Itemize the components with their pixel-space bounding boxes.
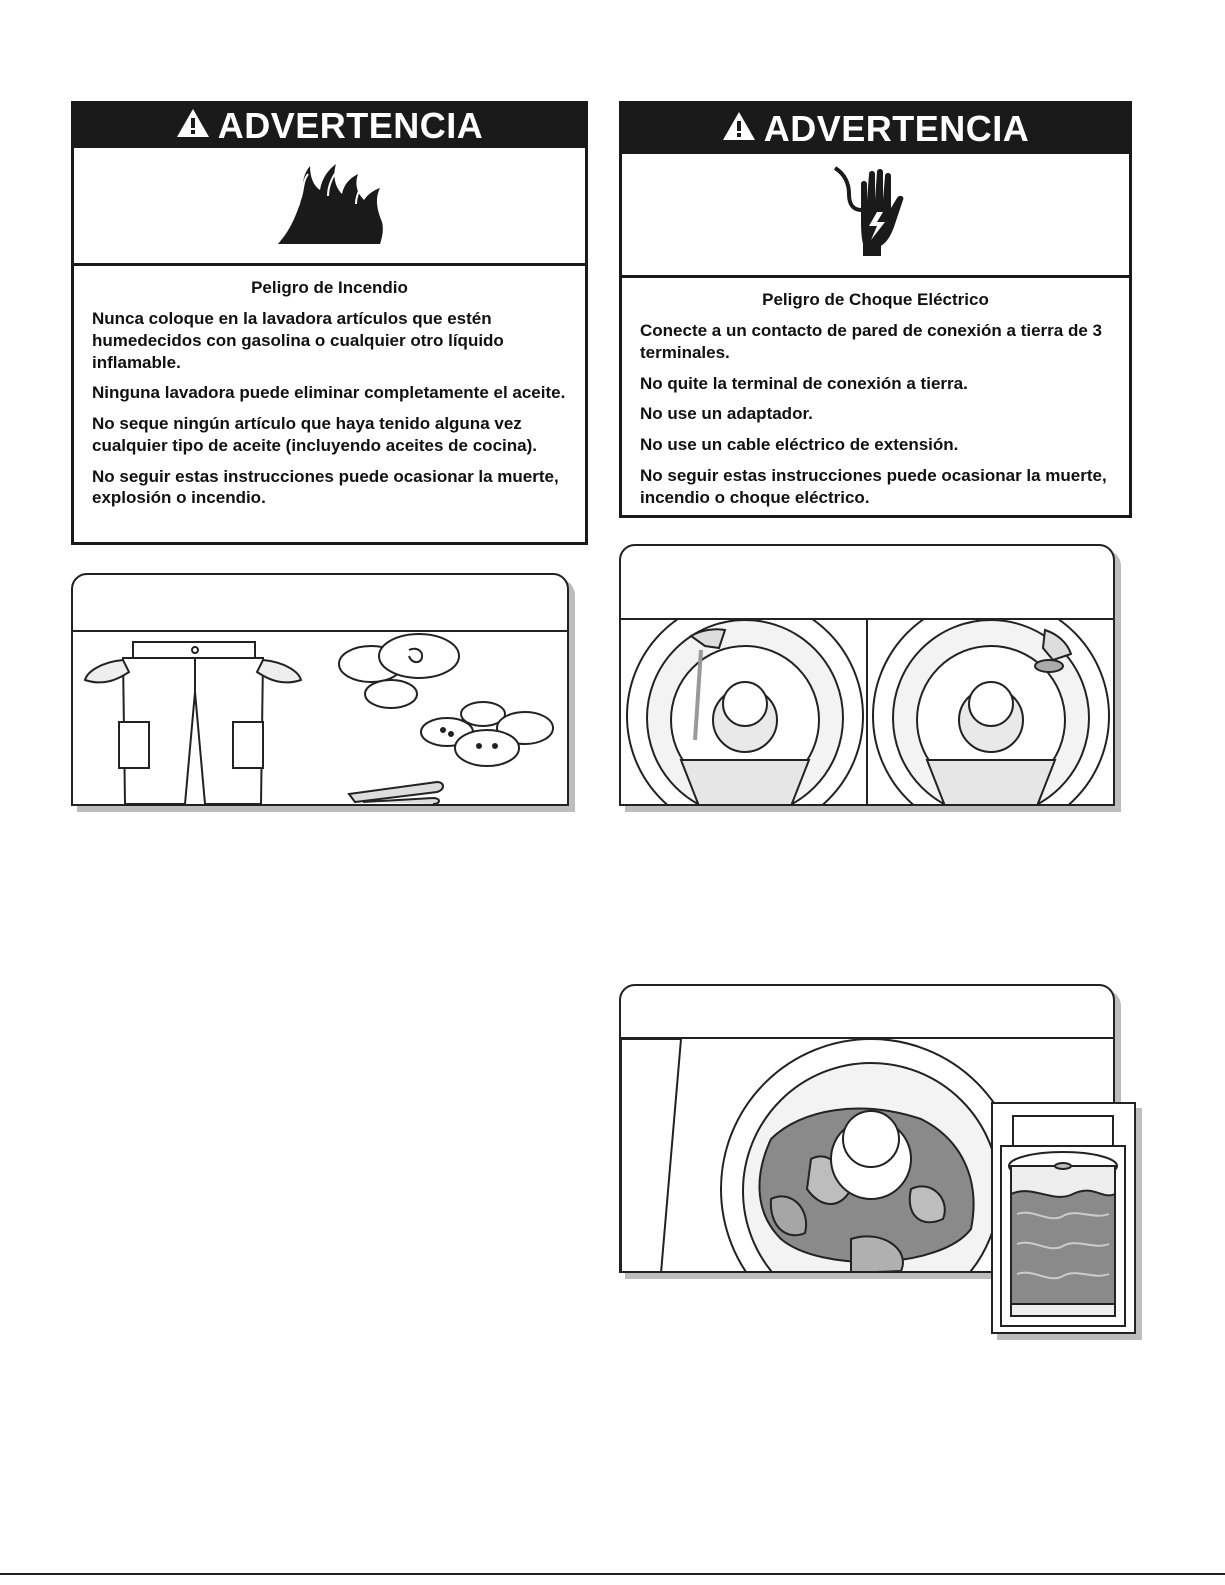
- page-bottom-rule: [0, 1573, 1225, 1575]
- shock-icon-area: [622, 154, 1129, 278]
- fire-icon: [270, 160, 390, 251]
- fire-warning-header: [74, 104, 585, 148]
- panel-caption-area: [621, 986, 1113, 1039]
- fire-warning-title: ADVERTENCIA: [217, 105, 484, 146]
- shock-warning-paragraph: No seguir estas instrucciones puede ocasionar la muerte, incendio o choque eléctrico.: [640, 465, 1107, 507]
- fire-warning-paragraph: Nunca coloque en la lavadora artículos que estén humedecidos con gasolina o cualquier otro líquido inflamable.: [92, 309, 504, 372]
- warning-triangle-icon: [176, 105, 210, 147]
- shock-warning-paragraph: Conecte a un contacto de pared de conexión a tierra de 3 terminales.: [640, 321, 1102, 362]
- washer-dispense-illustration: [621, 620, 1113, 804]
- fire-warning-box: [71, 101, 588, 545]
- warning-triangle-icon: [722, 108, 756, 150]
- fire-warning-paragraph: Ninguna lavadora puede eliminar completamente el aceite.: [92, 383, 566, 403]
- empty-pockets-panel: [71, 573, 569, 806]
- fire-warning-paragraph: No seguir estas instrucciones puede ocasionar la muerte, explosión o incendio.: [92, 466, 559, 508]
- shock-warning-header: [622, 104, 1129, 154]
- shock-warning-box: [619, 101, 1132, 518]
- shock-warning-paragraph: No quite la terminal de conexión a tierra.: [640, 373, 968, 393]
- fire-warning-paragraph: No seque ningún artículo que haya tenido alguna vez cualquier tipo de aceite (incluyendo aceites de cocina).: [92, 414, 537, 455]
- washer-dispense-panel: [619, 544, 1115, 806]
- fire-icon-area: [74, 148, 585, 266]
- shock-warning-paragraph: No use un adaptador.: [640, 404, 813, 424]
- panel-caption-area: [621, 546, 1113, 620]
- panel-caption-area: [73, 575, 567, 632]
- washer-inset-illustration: [993, 1104, 1134, 1332]
- electric-shock-hand-icon: [831, 164, 921, 265]
- fire-warning-subtitle: Peligro de Incendio: [251, 278, 408, 297]
- shock-warning-subtitle: Peligro de Choque Eléctrico: [762, 290, 989, 309]
- shock-warning-title: ADVERTENCIA: [763, 108, 1030, 149]
- shock-warning-paragraph: No use un cable eléctrico de extensión.: [640, 435, 959, 454]
- washer-inset-panel: [991, 1102, 1136, 1334]
- empty-pockets-illustration: [73, 632, 567, 804]
